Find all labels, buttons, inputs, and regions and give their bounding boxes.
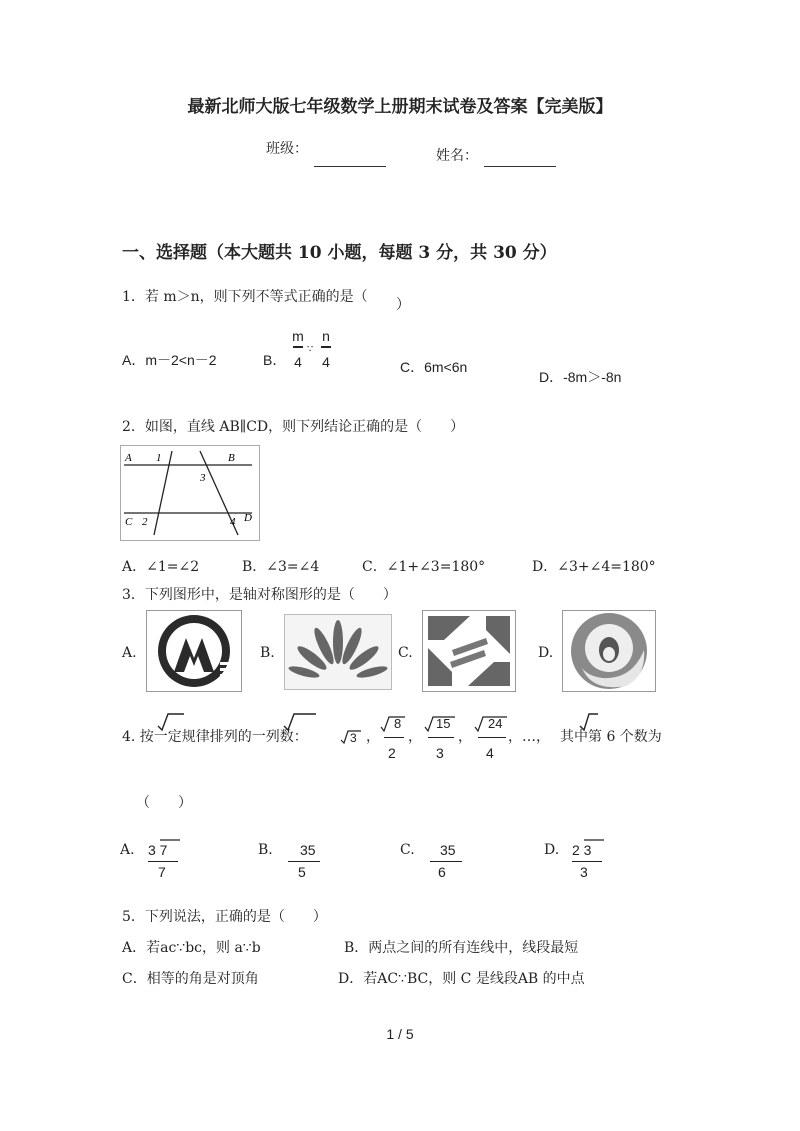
q4-option-a-radical-bar xyxy=(146,838,182,846)
q4-option-d-num: 2 3 xyxy=(572,842,592,858)
q2-figure xyxy=(120,445,260,541)
fig-angle-4: 4 xyxy=(230,516,236,528)
q2-stem: 2．如图，直线 AB∥CD，则下列结论正确的是（ ） xyxy=(122,419,465,435)
q4-option-a-label[interactable]: A. xyxy=(120,842,135,858)
q1-stem-close: ） xyxy=(396,297,410,313)
q4-option-d-radical-bar xyxy=(570,838,606,846)
q3-image-b-fan-logo[interactable] xyxy=(284,614,392,690)
q4-stem-start: 4. 按一定规律排列的一列数： xyxy=(122,729,308,745)
q4-term4-den: 4 xyxy=(486,745,494,761)
q4-option-b-bar xyxy=(288,861,320,862)
q4-option-c-den: 6 xyxy=(438,864,446,880)
q5-option-a[interactable]: A．若ac∵bc，则 a∵b xyxy=(122,940,261,956)
q4-option-a-bar xyxy=(148,861,178,862)
q4-option-b-label[interactable]: B. xyxy=(258,842,273,858)
page-number: 1 / 5 xyxy=(386,1026,414,1042)
name-label: 姓名： xyxy=(436,148,478,164)
q4-option-a-den: 7 xyxy=(158,864,166,880)
q4-term3-bar xyxy=(428,737,454,738)
fig-angle-1: 1 xyxy=(156,452,162,464)
q3-option-d-label[interactable]: D. xyxy=(538,645,554,661)
section-heading: 一、选择题（本大题共 10 小题，每题 3 分，共 30 分） xyxy=(122,243,557,263)
q4-sep-2: ， xyxy=(408,729,422,745)
q3-option-b-label[interactable]: B. xyxy=(260,645,275,661)
q4-term3-num: 15 xyxy=(436,716,451,731)
q1-b-mid: ∵ xyxy=(307,344,314,355)
q4-term4-bar xyxy=(478,737,506,738)
q5-option-d[interactable]: D．若AC∵BC，则 C 是线段AB 的中点 xyxy=(338,971,585,987)
q4-term2-num: 8 xyxy=(394,716,402,731)
name-blank[interactable] xyxy=(484,166,556,167)
q3-image-d-penguin-logo[interactable] xyxy=(562,610,656,692)
q1-b-frac-left: m 4 xyxy=(292,328,304,370)
q4-option-d-label[interactable]: D. xyxy=(544,842,560,858)
q4-option-b-num: 35 xyxy=(300,842,316,858)
q4-radical-decor-1 xyxy=(156,710,186,736)
q1-option-a[interactable]: A．m－2<n－2 xyxy=(122,352,217,368)
q4-sep-3: ， xyxy=(458,729,472,745)
q1-option-c[interactable]: C．6m<6n xyxy=(400,359,468,375)
q2-option-a[interactable]: A．∠1=∠2 xyxy=(122,559,200,575)
q4-stem-end: 其中第 6 个数为 xyxy=(560,729,662,745)
q4-option-c-label[interactable]: C. xyxy=(400,842,415,858)
q4-term2-radical xyxy=(380,714,406,736)
q4-option-a-num: 3 7 xyxy=(148,842,168,858)
q4-sep-1: ， xyxy=(366,729,380,745)
q4-radical-decor-2 xyxy=(282,710,318,736)
fig-angle-3: 3 xyxy=(200,472,206,484)
q4-term2-den: 2 xyxy=(388,745,396,761)
class-label: 班级： xyxy=(266,141,308,157)
fig-label-A: A xyxy=(125,452,132,464)
q4-option-d-den: 3 xyxy=(580,864,588,880)
q4-option-d-bar xyxy=(572,861,602,862)
q4-term1-num: 3 xyxy=(350,731,357,745)
q4-ellipsis: ，…， xyxy=(508,729,550,745)
q3-option-c-label[interactable]: C. xyxy=(398,645,413,661)
fig-label-C: C xyxy=(125,516,133,528)
fig-label-D: D xyxy=(244,512,252,524)
q2-option-b[interactable]: B．∠3=∠4 xyxy=(242,559,320,575)
q4-term2-bar xyxy=(384,737,404,738)
q4-term4-num: 24 xyxy=(488,716,503,731)
class-blank[interactable] xyxy=(314,166,386,167)
q5-option-c[interactable]: C．相等的角是对顶角 xyxy=(122,971,259,987)
q5-stem: 5．下列说法，正确的是（ ） xyxy=(122,909,327,925)
q4-option-c-bar xyxy=(430,861,462,862)
q1-option-d[interactable]: D．-8m＞-8n xyxy=(539,369,622,385)
fig-angle-2: 2 xyxy=(142,516,148,528)
page-title: 最新北师大版七年级数学上册期末试卷及答案【完美版】 xyxy=(187,97,613,117)
q3-stem: 3．下列图形中，是轴对称图形的是（ ） xyxy=(122,587,397,603)
q2-option-d[interactable]: D．∠3+∠4=180° xyxy=(532,559,656,575)
q3-image-c-pinwheel[interactable] xyxy=(422,610,516,692)
q3-image-a-m-logo[interactable] xyxy=(146,610,242,692)
q1-stem: 1．若 m＞n，则下列不等式正确的是（ xyxy=(122,289,368,305)
q1-b-frac-right: n 4 xyxy=(322,328,330,370)
fig-label-B: B xyxy=(228,452,235,464)
q3-option-a-label[interactable]: A. xyxy=(122,645,137,661)
q5-option-b[interactable]: B．两点之间的所有连线中，线段最短 xyxy=(344,940,579,956)
q4-paren: （ ） xyxy=(136,795,192,811)
q4-option-b-den: 5 xyxy=(298,864,306,880)
q4-option-c-num: 35 xyxy=(440,842,456,858)
q1-option-b-label[interactable]: B． xyxy=(263,352,287,368)
q4-term3-den: 3 xyxy=(436,745,444,761)
q2-option-c[interactable]: C．∠1+∠3=180° xyxy=(362,559,486,575)
